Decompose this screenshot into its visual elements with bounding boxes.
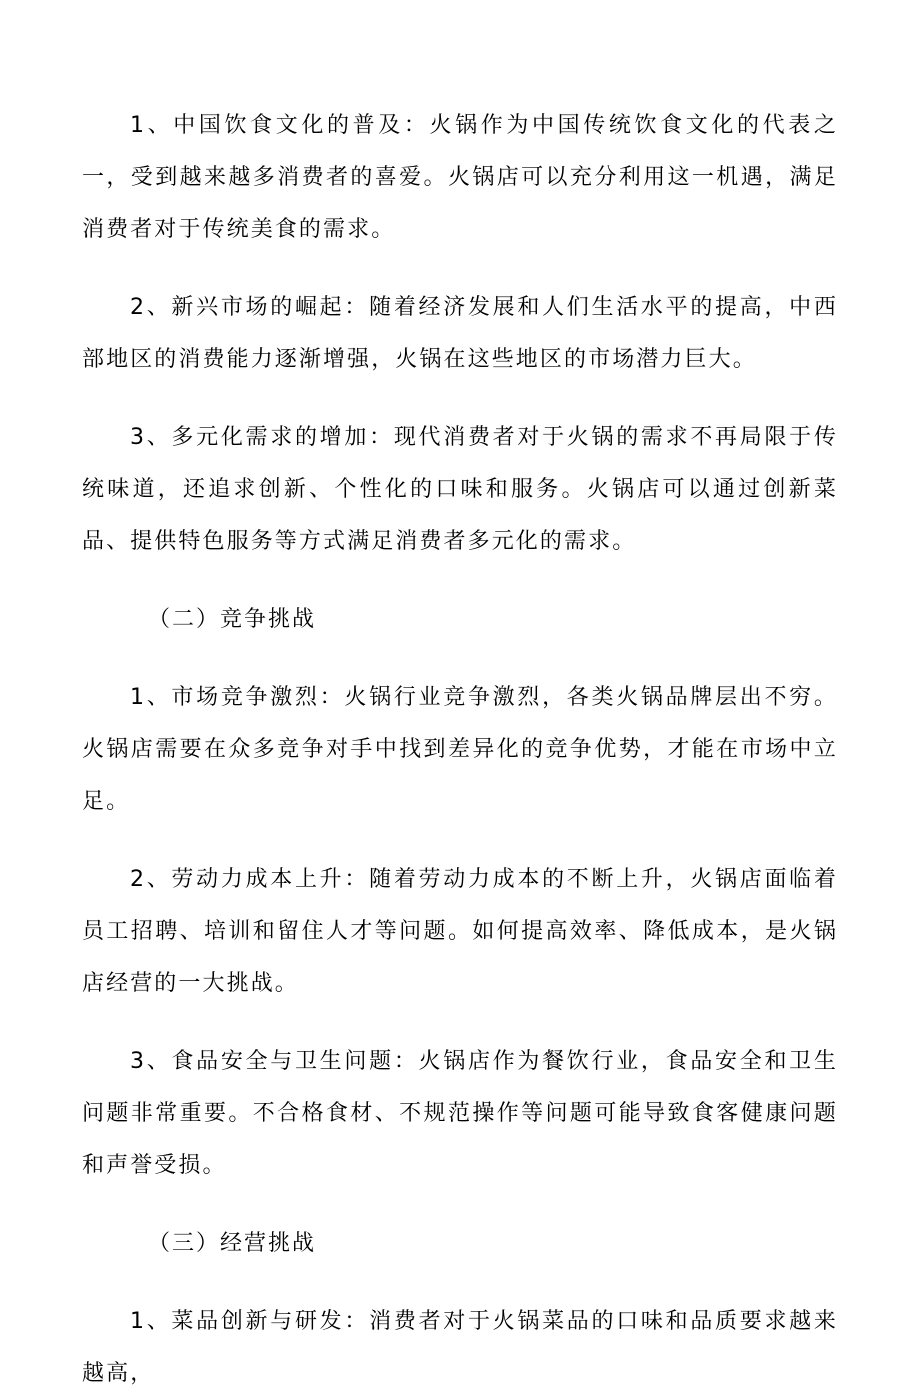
paragraph-market-competition: 1、市场竞争激烈：火锅行业竞争激烈，各类火锅品牌层出不穷。火锅店需要在众多竞争对手中找到差异化的竞争优势，才能在市场中立足。 xyxy=(82,685,838,814)
paragraph-labor-cost: 2、劳动力成本上升：随着劳动力成本的不断上升，火锅店面临着员工招聘、培训和留住人才等问题。如何提高效率、降低成本，是火锅店经营的一大挑战。 xyxy=(82,867,838,996)
section-heading-operations: （三）经营挑战 xyxy=(148,1231,317,1256)
paragraph-cultural-popularity: 1、中国饮食文化的普及：火锅作为中国传统饮食文化的代表之一，受到越来越多消费者的喜爱。火锅店可以充分利用这一机遇，满足消费者对于传统美食的需求。 xyxy=(82,113,838,242)
paragraph-food-safety: 3、食品安全与卫生问题：火锅店作为餐饮行业，食品安全和卫生问题非常重要。不合格食材、不规范操作等问题可能导致食客健康问题和声誉受损。 xyxy=(82,1049,838,1178)
section-heading-competition: （二）竞争挑战 xyxy=(148,607,317,632)
paragraph-diversified-demand: 3、多元化需求的增加：现代消费者对于火锅的需求不再局限于传统味道，还追求创新、个性化的口味和服务。火锅店可以通过创新菜品、提供特色服务等方式满足消费者多元化的需求。 xyxy=(82,425,838,554)
paragraph-menu-innovation: 1、菜品创新与研发：消费者对于火锅菜品的口味和品质要求越来越高， xyxy=(82,1309,838,1386)
document-page xyxy=(82,100,838,1400)
paragraph-emerging-markets: 2、新兴市场的崛起：随着经济发展和人们生活水平的提高，中西部地区的消费能力逐渐增强，火锅在这些地区的市场潜力巨大。 xyxy=(82,295,838,372)
